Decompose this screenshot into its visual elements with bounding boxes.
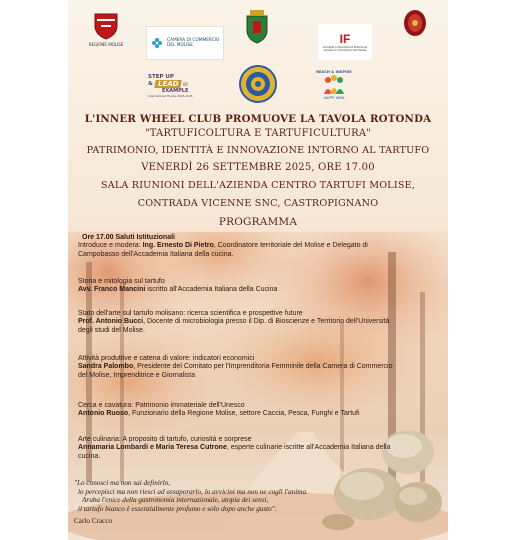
- program-item-storia: [78, 278, 438, 295]
- crest-icon: [244, 8, 270, 44]
- program-item-title: Cerca e cavatura: Patrimonio immateriale dell'Unesco: [78, 402, 245, 409]
- speaker-name: Avv. Franco Mancini: [78, 286, 146, 294]
- camera-line2: DEL MOLISE: [167, 43, 193, 48]
- quote-line: il tartufo bianco è essenzialmente profumo e solo dopo anche gusto".: [78, 504, 277, 513]
- rotary-seal-logo: [402, 8, 428, 38]
- quote-line: "Lo conosci ma non sai definirlo,: [74, 479, 171, 487]
- address-line: CONTRADA VICENNE SNC, CASTROPIGNANO: [137, 198, 379, 209]
- subtitle-line: "TARTUFICOLTURA E TARTUFICULTURA": [144, 128, 372, 139]
- program-item-cavatura: [78, 402, 438, 419]
- program-item-title: Storia e mitologia sul tartufo: [78, 278, 165, 285]
- program-text: cucina.: [78, 452, 101, 460]
- speaker-name: Sandra Palombo: [78, 363, 134, 371]
- reach-line1: REACH & INSPIRE: [316, 70, 352, 74]
- seal-icon: [403, 9, 427, 37]
- venue-line: SALA RIUNIONI DELL'AZIENDA CENTRO TARTUFI MOLISE,: [100, 180, 416, 191]
- camera-line1: CAMERA DI COMMERCIO: [167, 38, 220, 43]
- inner-wheel-logo: [238, 64, 278, 104]
- quote-block: [74, 479, 308, 526]
- quote-line: lo percepisci ma non riesci ad assaporarlo, lo avvicini ma non ne cogli l'anima.: [78, 487, 308, 496]
- program-text: degli studi del Molise.: [78, 326, 145, 334]
- wheel-icon: [239, 65, 277, 103]
- speaker-name: Annamaria Lombardi e Maria Teresa Cutrone: [78, 444, 227, 452]
- imprenditoria-femminile-logo: [318, 24, 372, 60]
- program-text: , Docente di microbiologia presso il Dip. di Bioscienze e Territorio dell'Università: [143, 318, 390, 326]
- date-line: VENERDÌ 26 SETTEMBRE 2025, ORE 17.00: [141, 162, 375, 173]
- title-line: L'INNER WHEEL CLUB PROMUOVE LA TAVOLA ROTONDA: [84, 113, 432, 125]
- program-text: iscritto all'Accademia Italiana della Cucina: [145, 286, 278, 294]
- program-item-ricerca: [78, 310, 438, 335]
- quote-line: Aruba l'enice della gastronomia internazionale, utopia dei sensi,: [82, 496, 269, 505]
- program-item-title: Ore 17.00 Saluti Istituzionali: [82, 234, 175, 241]
- stepup-example: EXAMPLE: [162, 88, 189, 94]
- program-item-title: Attività produttive e catena di valore: indicatori economici: [78, 355, 255, 362]
- quote-author: Carlo Cracco: [74, 517, 113, 526]
- reach-inspire-logo: [306, 64, 362, 106]
- regione-molise-caption: REGIONE MOLISE: [88, 41, 124, 47]
- comune-crest-logo: [242, 6, 272, 46]
- people-icon: [322, 74, 346, 96]
- speaker-name: Ing. Ernesto Di Pietro: [142, 242, 214, 250]
- program-text: , Funzionario della Regione Molise, settore Caccia, Pesca, Funghi e Tartufi: [128, 410, 360, 418]
- program-text: , Presidente del Comitato per l'Imprenditoria Femminile della Camera di Commercio: [133, 363, 393, 371]
- event-poster: [68, 0, 448, 540]
- speaker-name: Antonio Ruoso: [78, 410, 129, 418]
- program-text: Campobasso dell'Accademia Italiana della cucina.: [78, 250, 234, 258]
- program-item-title: Stato dell'arte sul tartufo molisano: ricerca scientifica e prospettive future: [78, 310, 303, 317]
- speaker-name: Prof. Antonio Bucci: [78, 318, 144, 326]
- stepup-amp: &: [148, 81, 153, 87]
- if-line1: Comitato Imprenditoria Femminile: [322, 46, 368, 49]
- reach-line2: HAPPY IWIW: [323, 96, 345, 100]
- program-item-economia: [78, 355, 438, 380]
- logos-header: [68, 0, 448, 112]
- stepup-by: BY: [183, 81, 189, 87]
- regione-molise-logo: [86, 6, 126, 52]
- program-text: , Coordinatore territoriale del Molise e Delegato di: [213, 242, 368, 250]
- program-item-culinaria: [78, 436, 438, 461]
- camera-commercio-logo: [146, 26, 224, 60]
- theme-line: PATRIMONIO, IDENTITÀ E INNOVAZIONE INTORNO AL TARTUFO: [86, 145, 430, 156]
- stepup-lead: LEAD: [154, 80, 182, 88]
- stepup-caption: International Theme 2025-2026: [148, 94, 193, 98]
- if-mark: IF: [339, 32, 351, 46]
- shield-icon: [93, 12, 119, 40]
- program-text: del Molise, Imprenditrice e Giornalista: [78, 371, 196, 379]
- program-list: [78, 234, 438, 494]
- program-text: , esperte culinarie iscritte all'Accademia Italiana della: [226, 444, 391, 452]
- program-item-title: Arte culinaria: A proposito di tartufo, curiosità e sorprese: [78, 436, 252, 443]
- flower-icon: [151, 37, 163, 49]
- stepup-line1: STEP UP: [148, 74, 174, 80]
- if-line2: Camera di Commercio del Molise: [323, 49, 367, 52]
- programma-title: PROGRAMMA: [218, 216, 298, 228]
- program-text: Introduce e modera:: [78, 242, 143, 250]
- step-up-lead-logo: [148, 66, 210, 106]
- program-item-saluti: [78, 234, 438, 259]
